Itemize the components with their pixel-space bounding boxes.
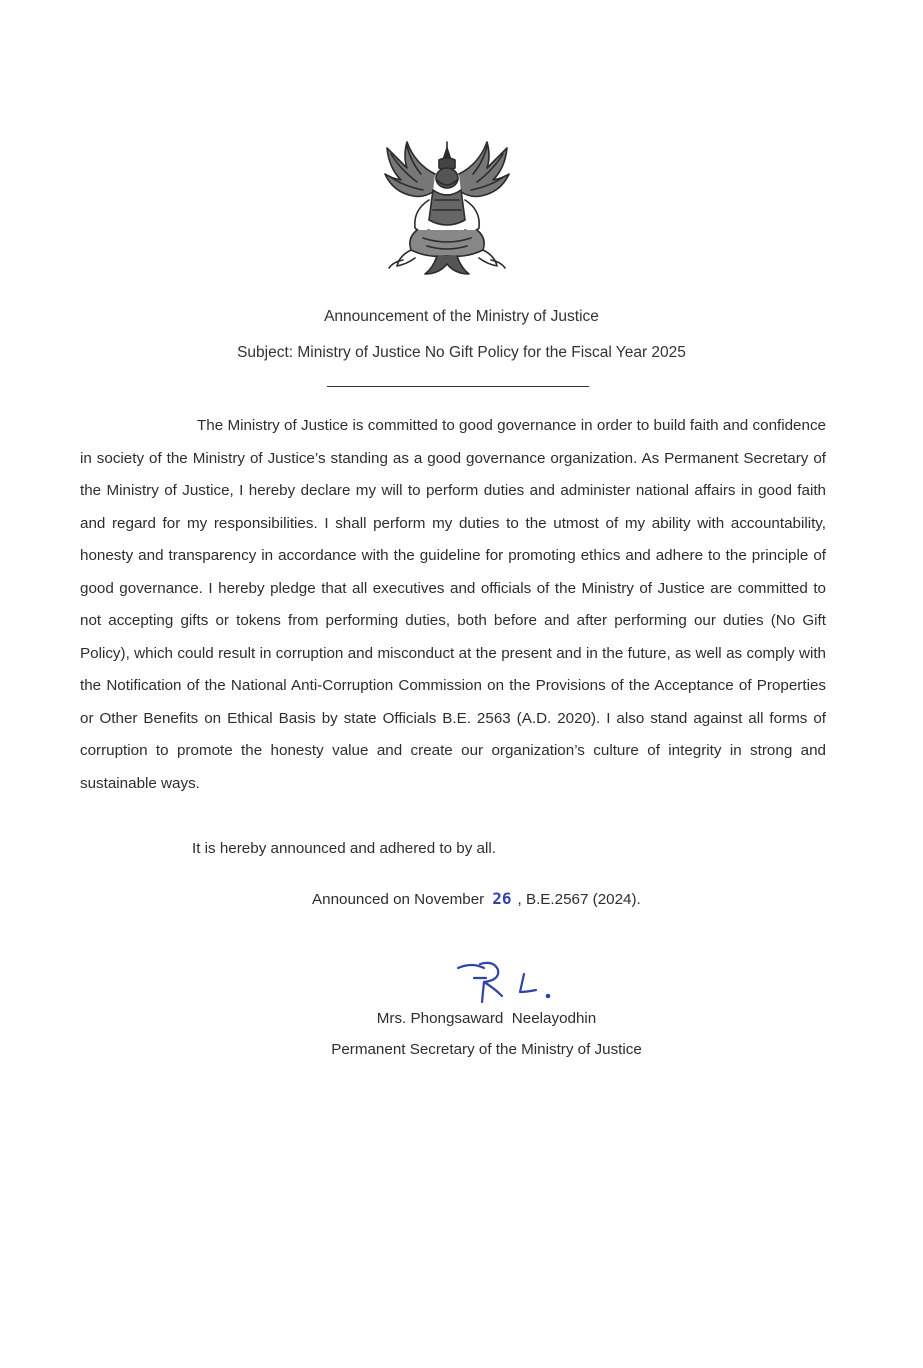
garuda-emblem-icon <box>377 134 517 280</box>
closing-statement: It is hereby announced and adhered to by all. <box>192 840 496 857</box>
announcement-date <box>312 889 641 908</box>
announcement-body: The Ministry of Justice is committed to good governance in order to build faith and confidence in society of the Ministry of Justice’s standing as a good governance organization. As Permanent Secretary of the Ministry of Justice, I hereby declare my will to perform duties and administer national affairs in good faith and regard for my responsibilities. I shall perform my duties to the utmost of my ability with accountability, honesty and transparency in accordance with the guideline for promoting ethics and adhere to the principle of good governance. I hereby pledge that all executives and officials of the Ministry of Justice are committed to not accepting gifts or tokens from performing duties, both before and after performing our duties (No Gift Policy), which could result in corruption and misconduct at the present and in the future, as well as comply with the Notification of the National Anti-Corruption Commission on the Provisions of the Acceptance of Properties or Other Benefits on Ethical Basis by state Officials B.E. 2563 (A.D. 2020). I also stand against all forms of corruption to promote the honesty value and create our organization’s culture of integrity in strong and sustainable ways. <box>80 417 826 792</box>
announcement-title: Announcement of the Ministry of Justice <box>324 308 599 325</box>
announcement-subject: Subject: Ministry of Justice No Gift Policy for the Fiscal Year 2025 <box>237 344 686 361</box>
signatory-position: Permanent Secretary of the Ministry of Justice <box>331 1041 642 1058</box>
handwritten-signature-icon <box>450 952 560 1008</box>
title-divider <box>327 386 589 387</box>
date-suffix: , B.E.2567 (2024). <box>517 891 641 908</box>
date-prefix: Announced on November <box>312 891 485 908</box>
signatory-name: Mrs. Phongsaward Neelayodhin <box>376 1010 597 1027</box>
date-day-handwritten: 26 <box>492 889 512 908</box>
